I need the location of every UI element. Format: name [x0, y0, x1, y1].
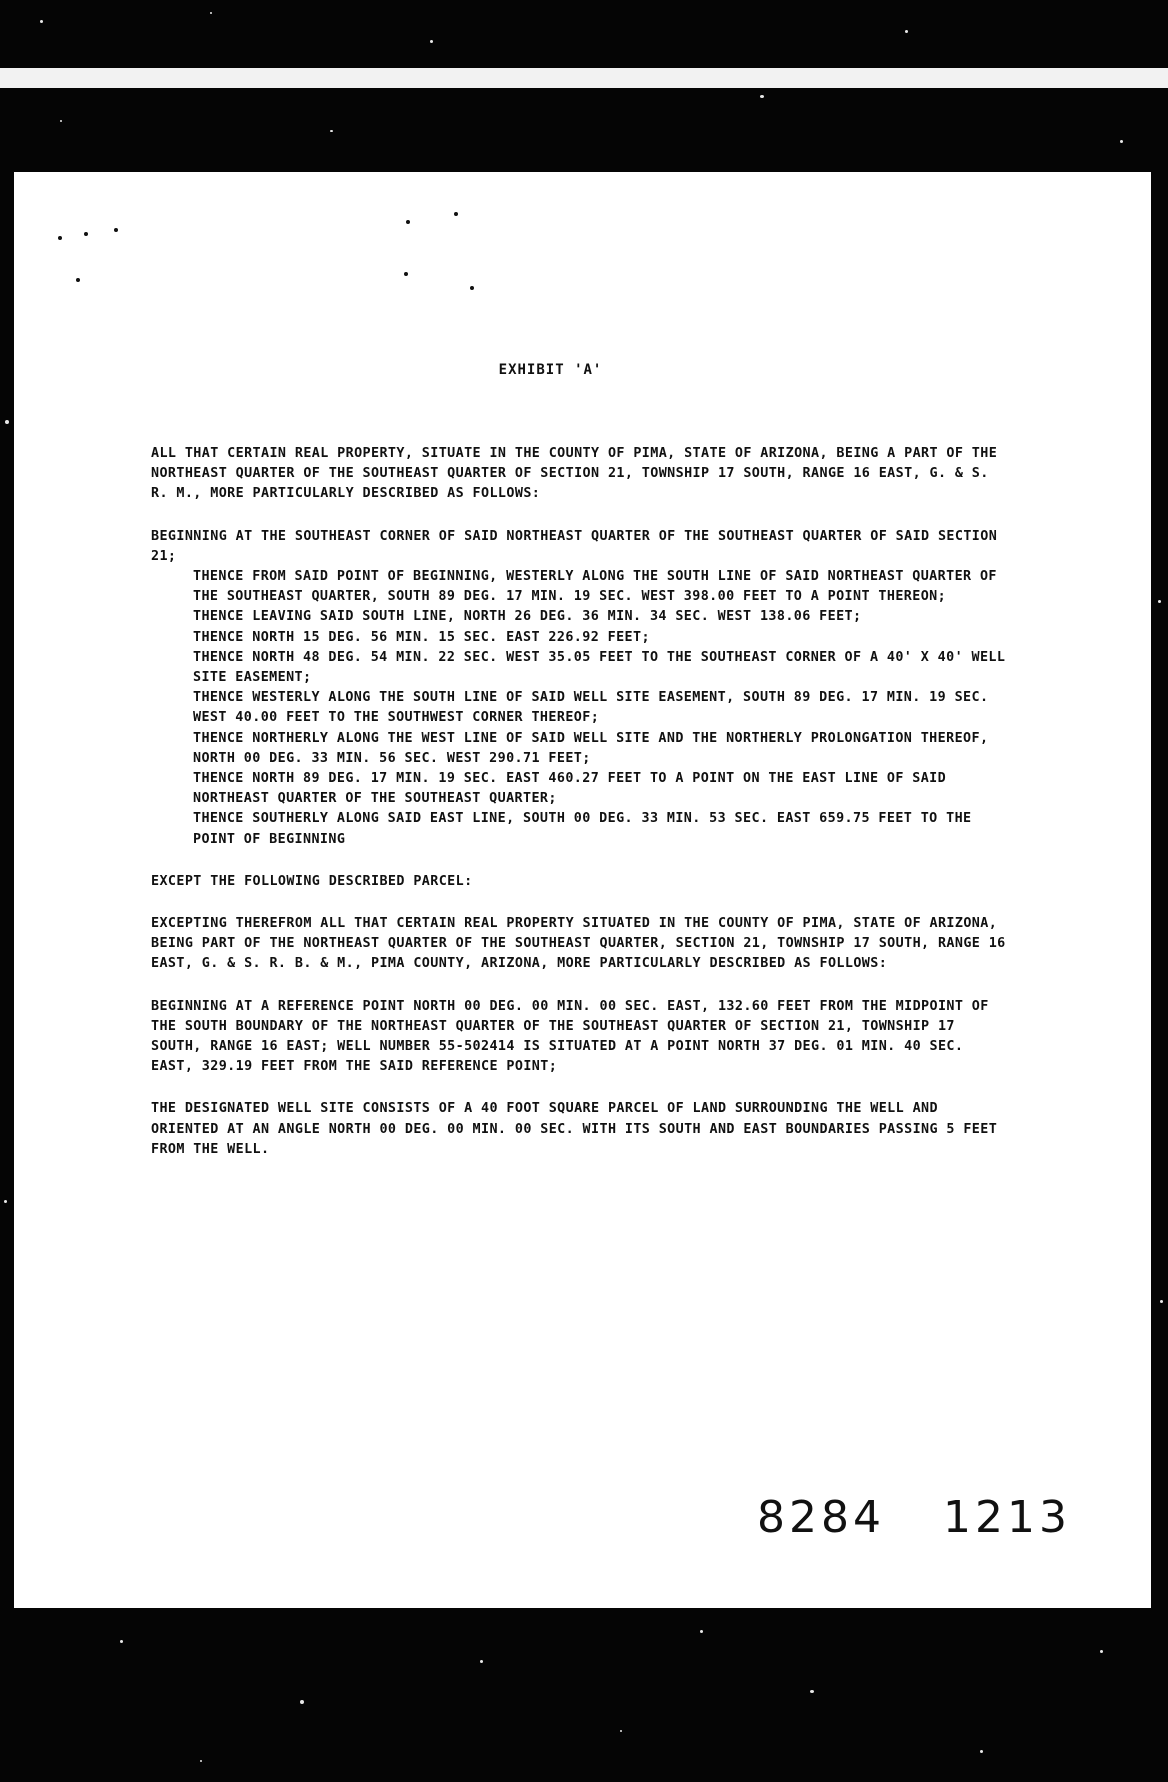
speck	[58, 236, 62, 240]
except-heading: EXCEPT THE FOLLOWING DESCRIBED PARCEL:	[151, 873, 473, 889]
document-page	[14, 172, 1151, 1608]
scan-border-strip	[0, 68, 1168, 88]
speck	[84, 232, 88, 236]
course-1: THENCE FROM SAID POINT OF BEGINNING, WESTERLY ALONG THE SOUTH LINE OF SAID NORTHEAST QUARTER OF THE SOUTHEAST QUARTER, SOUTH 89 DEG. 17 MIN. 19 SEC. WEST 398.00 FEET TO A POINT THEREON;	[193, 569, 997, 605]
course-4: THENCE NORTH 48 DEG. 54 MIN. 22 SEC. WEST 35.05 FEET TO THE SOUTHEAST CORNER OF A 40' X 40' WELL SITE EASEMENT;	[193, 649, 1006, 686]
well-site-description: THE DESIGNATED WELL SITE CONSISTS OF A 40 FOOT SQUARE PARCEL OF LAND SURROUNDING THE WELL AND ORIENTED AT AN ANGLE NORTH 00 DEG. 00 MIN. 00 SEC. WITH ITS SOUTH AND EAST BOUNDARIES PASSING 5 FEET FROM THE WELL.	[151, 1101, 998, 1157]
excepting-parcel: EXCEPTING THEREFROM ALL THAT CERTAIN REAL PROPERTY SITUATED IN THE COUNTY OF PIMA, STATE OF ARIZONA, BEING PART OF THE NORTHEAST QUARTER OF THE SOUTHEAST QUARTER, SECTION 21, TOWNSHIP 17 SOUTH, RANGE 16 EAST, G. & S. R. B. & M., PIMA COUNTY, ARIZONA, MORE PARTICULARLY DESCRIBED AS FOLLOWS:	[151, 916, 1006, 972]
legal-description	[151, 444, 1011, 1182]
speck	[406, 220, 410, 224]
course-3: THENCE NORTH 15 DEG. 56 MIN. 15 SEC. EAST 226.92 FEET;	[193, 629, 650, 645]
speck	[454, 212, 458, 216]
course-8: THENCE SOUTHERLY ALONG SAID EAST LINE, SOUTH 00 DEG. 33 MIN. 53 SEC. EAST 659.75 FEET TO THE POINT OF BEGINNING	[193, 811, 972, 847]
reference-point: BEGINNING AT A REFERENCE POINT NORTH 00 DEG. 00 MIN. 00 SEC. EAST, 132.60 FEET FROM THE MIDPOINT OF THE SOUTH BOUNDARY OF THE NORTHEAST QUARTER OF THE SOUTHEAST QUARTER OF SECTION 21, TOWNSHIP 17 SOUTH, RANGE 16 EAST; WELL NUMBER 55-502414 IS SITUATED AT A POINT NORTH 37 DEG. 01 MIN. 40 SEC. EAST, 329.19 FEET FROM THE SAID REFERENCE POINT;	[151, 998, 989, 1075]
speck	[404, 272, 408, 276]
course-2: THENCE LEAVING SAID SOUTH LINE, NORTH 26 DEG. 36 MIN. 34 SEC. WEST 138.06 FEET;	[193, 609, 862, 625]
exhibit-title: EXHIBIT 'A'	[498, 362, 603, 378]
course-7: THENCE NORTH 89 DEG. 17 MIN. 19 SEC. EAST 460.27 FEET TO A POINT ON THE EAST LINE OF SAID NORTHEAST QUARTER OF THE SOUTHEAST QUARTER;	[193, 771, 947, 807]
speck	[470, 286, 474, 290]
speck	[76, 278, 80, 282]
course-5: THENCE WESTERLY ALONG THE SOUTH LINE OF SAID WELL SITE EASEMENT, SOUTH 89 DEG. 17 MIN. 19 SEC. WEST 40.00 FEET TO THE SOUTHWEST CORNER THEREOF;	[193, 690, 989, 726]
point-of-beginning: BEGINNING AT THE SOUTHEAST CORNER OF SAID NORTHEAST QUARTER OF THE SOUTHEAST QUARTER OF SAID SECTION 21;	[151, 528, 998, 564]
course-6: THENCE NORTHERLY ALONG THE WEST LINE OF SAID WELL SITE AND THE NORTHERLY PROLONGATION THEREOF, NORTH 00 DEG. 33 MIN. 56 SEC. WEST 290.71 FEET;	[193, 730, 989, 766]
book-page-number: 8284 1213	[757, 1492, 1071, 1543]
speck	[114, 228, 118, 232]
property-description: ALL THAT CERTAIN REAL PROPERTY, SITUATE IN THE COUNTY OF PIMA, STATE OF ARIZONA, BEING A PART OF THE NORTHEAST QUARTER OF THE SOUTHEAST QUARTER OF SECTION 21, TOWNSHIP 17 SOUTH, RANGE 16 EAST, G. & S. R. M., MORE PARTICULARLY DESCRIBED AS FOLLOWS:	[151, 446, 998, 502]
